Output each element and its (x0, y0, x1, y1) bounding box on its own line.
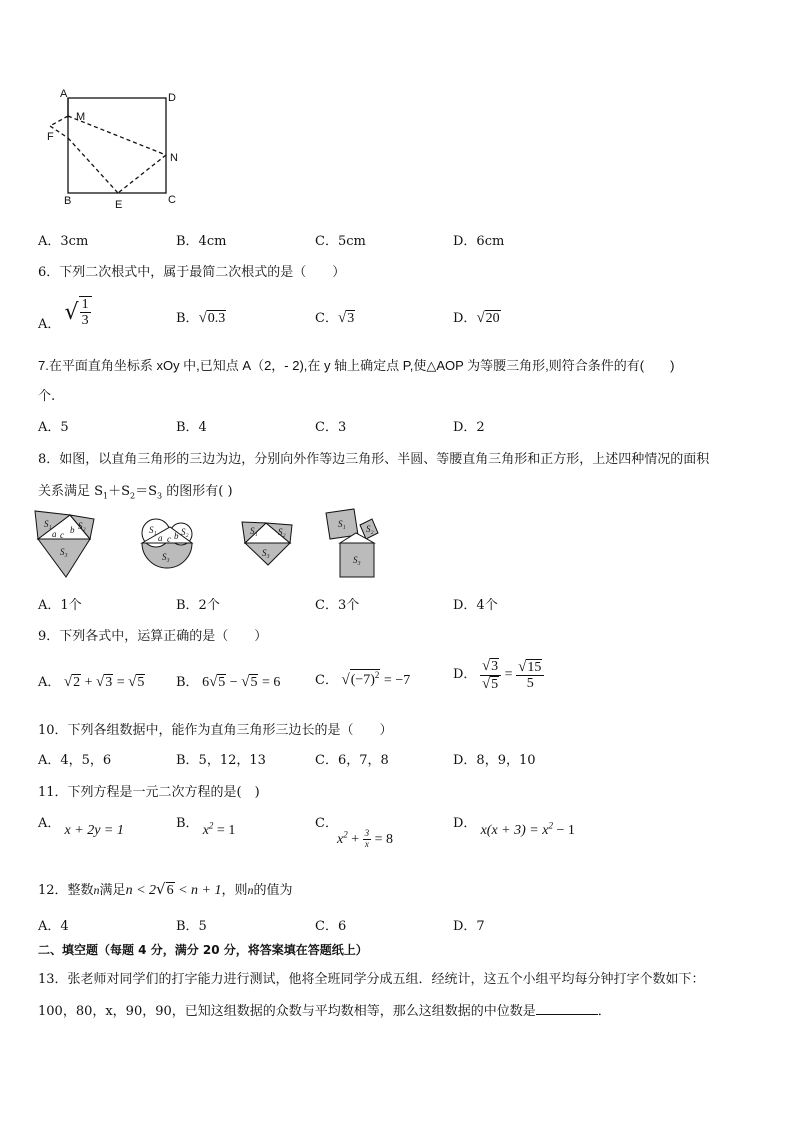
q11-stem: 11．下列方程是一元二次方程的是( ) (38, 785, 260, 800)
section-title: 二、填空题（每题 4 分，满分 20 分，将答案填在答题纸上） (38, 943, 368, 957)
svg-text:S₃: S₃ (162, 552, 170, 562)
label-n: N (170, 152, 178, 164)
q10-option-d: D．8，9，10 (453, 753, 536, 768)
q8-option-d: D．4个 (453, 598, 498, 613)
option-label: A． (38, 316, 61, 332)
q8-stem-cont: 关系满足 $S_1+S_2=S_3$ 的图形有( ) (38, 484, 233, 501)
label-c: C (168, 194, 176, 206)
q8-option-a: A．1个 (38, 598, 82, 613)
fold-line-mf (50, 116, 68, 126)
fraction-one-third: $\frac{1}{3}$ (81, 297, 89, 329)
svg-text:S₂: S₂ (78, 521, 86, 531)
figure-isosceles-right (242, 522, 292, 565)
q7-option-c: C．3 (315, 420, 347, 435)
svg-text:S₃: S₃ (60, 547, 68, 557)
q10-option-a: A．4，5，6 (38, 753, 112, 768)
svg-text:S₁: S₁ (250, 526, 258, 536)
q9-option-c: C． $√(-7)^2 = -7$ (315, 670, 411, 688)
svg-text:S₃: S₃ (262, 548, 270, 558)
svg-text:S₁: S₁ (149, 525, 157, 535)
label-a: A (60, 88, 68, 100)
q10-option-c: C．6，7，8 (315, 753, 389, 768)
q6-option-a: A． √ $\frac{1}{3}$ (38, 296, 92, 329)
svg-text:S₂: S₂ (366, 524, 374, 534)
answer-blank[interactable] (536, 1002, 598, 1015)
fold-line-fe (68, 138, 118, 193)
q6-option-b: B．√0.3 (176, 310, 226, 326)
svg-text:c: c (167, 534, 171, 544)
svg-text:S₂: S₂ (278, 527, 286, 537)
q6-option-d: D．√20 (453, 310, 500, 326)
q13-line1: 13．张老师对同学们的打字能力进行测试，他将全班同学分成五组．经统计，这五个小组平均每分钟打字个数如下： (38, 972, 705, 987)
q8-figures (30, 505, 400, 585)
figure-equilateral (35, 511, 94, 577)
q8-stem: 8．如图，以直角三角形的三边为边，分别向外作等边三角形、半圆、等腰直角三角形和正方形，上述四种情况的面积 (38, 452, 710, 467)
svg-text:a: a (158, 533, 163, 543)
q5-option-c: C．5cm (315, 234, 366, 249)
q8-option-c: C．3个 (315, 598, 360, 613)
q5-option-d: D．6cm (453, 234, 505, 249)
q7-stem: 7.在平面直角坐标系 xOy 中,已知点 A（2，- 2),在 y 轴上确定点 P,使△AOP 为等腰三角形,则符合条件的有( ) (38, 358, 675, 373)
q11-option-d: D． $x(x + 3) = x^2 - 1$ (453, 816, 575, 838)
radicand: 3 (347, 311, 355, 326)
svg-text:a: a (52, 529, 57, 539)
svg-text:c: c (60, 530, 64, 540)
fold-line-ne (118, 155, 166, 193)
q11-option-a: A． x + 2y = 1 (38, 816, 124, 838)
q9-option-d: D． $\frac{√3}{√5}$ = $\frac{√15}{5}$ (453, 658, 544, 692)
q11-option-b: B． $x^2 = 1$ (176, 816, 236, 838)
q10-stem: 10．下列各组数据中，能作为直角三角形三边长的是（ ） (38, 723, 393, 738)
q7-option-d: D．2 (453, 420, 485, 435)
q5-option-b: B．4cm (176, 234, 227, 249)
label-b: B (64, 195, 72, 207)
square-folding-figure (44, 86, 194, 214)
label-d: D (168, 92, 176, 104)
svg-text:S₁: S₁ (338, 519, 346, 529)
svg-text:S₃: S₃ (353, 555, 361, 565)
label-m: M (76, 111, 86, 123)
q5-option-a: A．3cm (38, 234, 89, 249)
label-f: F (47, 131, 54, 143)
svg-text:S₂: S₂ (181, 527, 189, 537)
q6-option-c: C．√3 (315, 310, 355, 326)
q12-stem: 12．整数n满足n < 2√6 < n + 1，则n的值为 (38, 880, 293, 898)
svg-text:S₁: S₁ (44, 519, 52, 529)
q13-line2: 100，80，x，90，90，已知这组数据的众数与平均数相等，那么这组数据的中位数是 ． (38, 1004, 611, 1019)
radicand: 20 (485, 311, 500, 326)
q6-stem: 6．下列二次根式中，属于最简二次根式的是（ ） (38, 265, 346, 280)
q7-option-a: A．5 (38, 420, 69, 435)
q8-option-b: B．2个 (176, 598, 220, 613)
svg-text:b: b (174, 531, 179, 541)
q9-option-b: B． 6√5 − √5 = 6 (176, 674, 281, 690)
q12-option-c: C．6 (315, 919, 347, 934)
label-e: E (115, 199, 123, 211)
q9-option-a: A． √2 + √3 = √5 (38, 674, 145, 690)
figure-squares (326, 509, 378, 577)
figure-semicircle (142, 519, 192, 568)
q12-option-b: B．5 (176, 919, 207, 934)
q9-stem: 9．下列各式中，运算正确的是（ ） (38, 629, 268, 644)
radicand: 0.3 (207, 311, 226, 326)
q12-option-a: A．4 (38, 919, 69, 934)
q11-option-c: C． $x^2$ + $\frac{3}{x}$ = 8 (315, 816, 394, 849)
q7-stem-cont: 个. (38, 389, 56, 404)
q7-option-b: B．4 (176, 420, 207, 435)
q10-option-b: B．5，12，13 (176, 753, 266, 768)
q12-option-d: D．7 (453, 919, 485, 934)
svg-text:b: b (70, 525, 75, 535)
